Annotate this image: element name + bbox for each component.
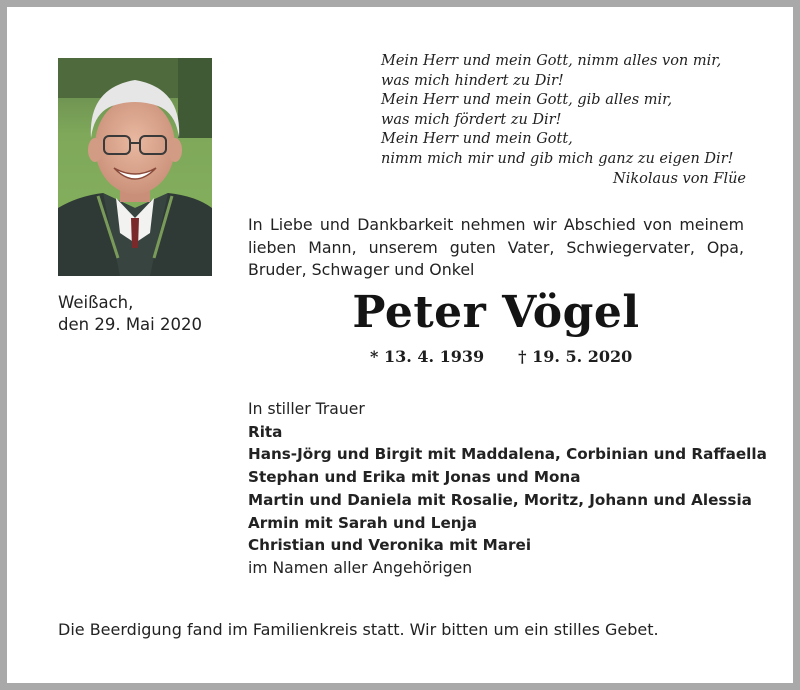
poem-line: Mein Herr und mein Gott, [381, 131, 573, 148]
deceased-name: Peter Vögel [352, 287, 640, 338]
mourner-name: Martin und Daniela mit Rosalie, Moritz, Johann und Alessia [248, 490, 752, 509]
portrait-photo [58, 58, 212, 276]
poem-line: was mich hindert zu Dir! [381, 72, 564, 89]
mourner-name: Hans-Jörg und Birgit mit Maddalena, Corbinian und Raffaella [248, 445, 767, 464]
funeral-note: Die Beerdigung fand im Familienkreis statt. Wir bitten um ein stilles Gebet. [58, 620, 659, 639]
poem-author: Nikolaus von Flüe [613, 170, 746, 187]
death-date: † 19. 5. 2020 [518, 347, 633, 366]
mourners-heading: In stiller Trauer [248, 400, 365, 418]
poem-line: was mich fördert zu Dir! [381, 111, 562, 128]
mourner-name: Armin mit Sarah und Lenja [248, 513, 478, 532]
poem-line: Mein Herr und mein Gott, nimm alles von mir, [381, 53, 722, 69]
life-dates [370, 345, 632, 369]
mourner-name: Christian und Veronika mit Marei [248, 536, 532, 555]
birth-date: * 13. 4. 1939 [370, 347, 485, 366]
place-and-date [58, 292, 202, 336]
poem-line: nimm mich mir und gib mich ganz zu eigen Dir! [381, 150, 734, 167]
place-city: Weißach, [58, 293, 134, 312]
poem-quote [381, 52, 746, 189]
mourner-name: Stephan und Erika mit Jonas und Mona [248, 468, 581, 487]
place-date: den 29. Mai 2020 [58, 315, 202, 334]
intro-text: In Liebe und Dankbarkeit nehmen wir Abschied von meinem lieben Mann, unserem guten Vater, Schwiegervater, Opa, Bruder, Schwager und Onkel [248, 215, 744, 279]
mourner-name: Rita [248, 422, 283, 441]
poem-line: Mein Herr und mein Gott, gib alles mir, [381, 92, 673, 109]
mourners-closing: im Namen aller Angehörigen [248, 558, 473, 577]
mourners-list [248, 398, 767, 580]
